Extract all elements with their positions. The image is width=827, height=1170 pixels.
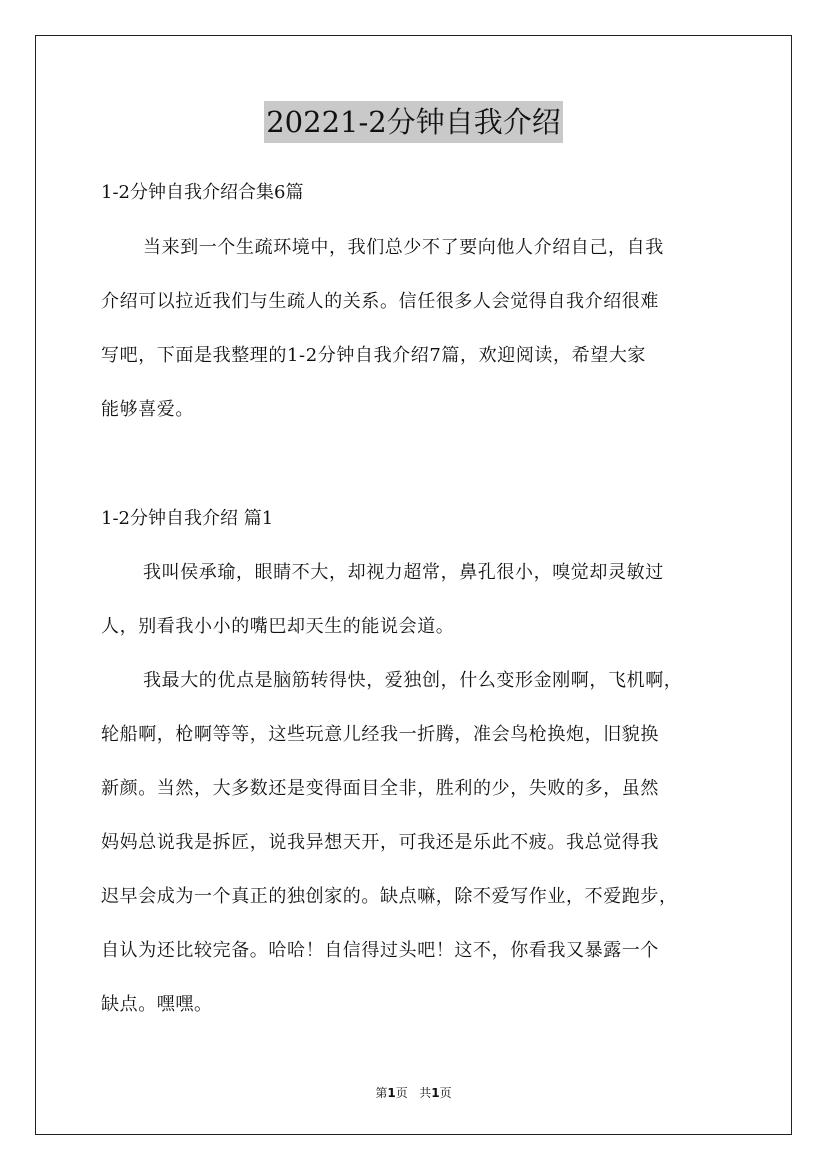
title-container: [0, 101, 827, 143]
paragraph-line: 轮船啊，枪啊等等，这些玩意儿经我一折腾，准会鸟枪换炮，旧貌换: [101, 724, 659, 745]
paragraph-line: 新颜。当然，大多数还是变得面目全非，胜利的少，失败的多，虽然: [101, 778, 659, 799]
paragraph-line: 自认为还比较完备。哈哈！自信得过头吧！这不，你看我又暴露一个: [101, 940, 659, 961]
paragraph-line: 缺点。嘿嘿。: [101, 994, 213, 1015]
page-prefix: 第: [375, 1086, 388, 1100]
total-pages: 1: [431, 1086, 440, 1100]
page-footer: [0, 1084, 827, 1101]
paragraph-line: 我最大的优点是脑筋转得快，爱独创，什么变形金刚啊，飞机啊，: [143, 670, 683, 691]
intro-line: 介绍可以拉近我们与生疏人的关系。信任很多人会觉得自我介绍很难: [101, 291, 659, 312]
intro-line: 写吧，下面是我整理的1-2分钟自我介绍7篇，欢迎阅读，希望大家: [101, 345, 647, 366]
intro-line: 当来到一个生疏环境中，我们总少不了要向他人介绍自己，自我: [143, 237, 664, 258]
total-prefix: 共: [419, 1086, 432, 1100]
paragraph-line: 妈妈总说我是拆匠，说我异想天开，可我还是乐此不疲。我总觉得我: [101, 832, 659, 853]
paragraph-line: 迟早会成为一个真正的独创家的。缺点嘛，除不爱写作业，不爱跑步，: [101, 886, 678, 907]
document-title: 20221-2分钟自我介绍: [264, 101, 563, 143]
collection-heading: 1-2分钟自我介绍合集6篇: [101, 182, 304, 203]
paragraph-line: 人，别看我小小的嘴巴却天生的能说会道。: [101, 616, 455, 637]
total-suffix: 页: [439, 1086, 452, 1100]
page-suffix: 页: [395, 1086, 408, 1100]
intro-line: 能够喜爱。: [101, 399, 194, 420]
paragraph-line: 我叫侯承瑜，眼睛不大，却视力超常，鼻孔很小，嗅觉却灵敏过: [143, 562, 664, 583]
section-heading: 1-2分钟自我介绍 篇1: [101, 508, 274, 529]
page-number: 1: [387, 1086, 396, 1100]
